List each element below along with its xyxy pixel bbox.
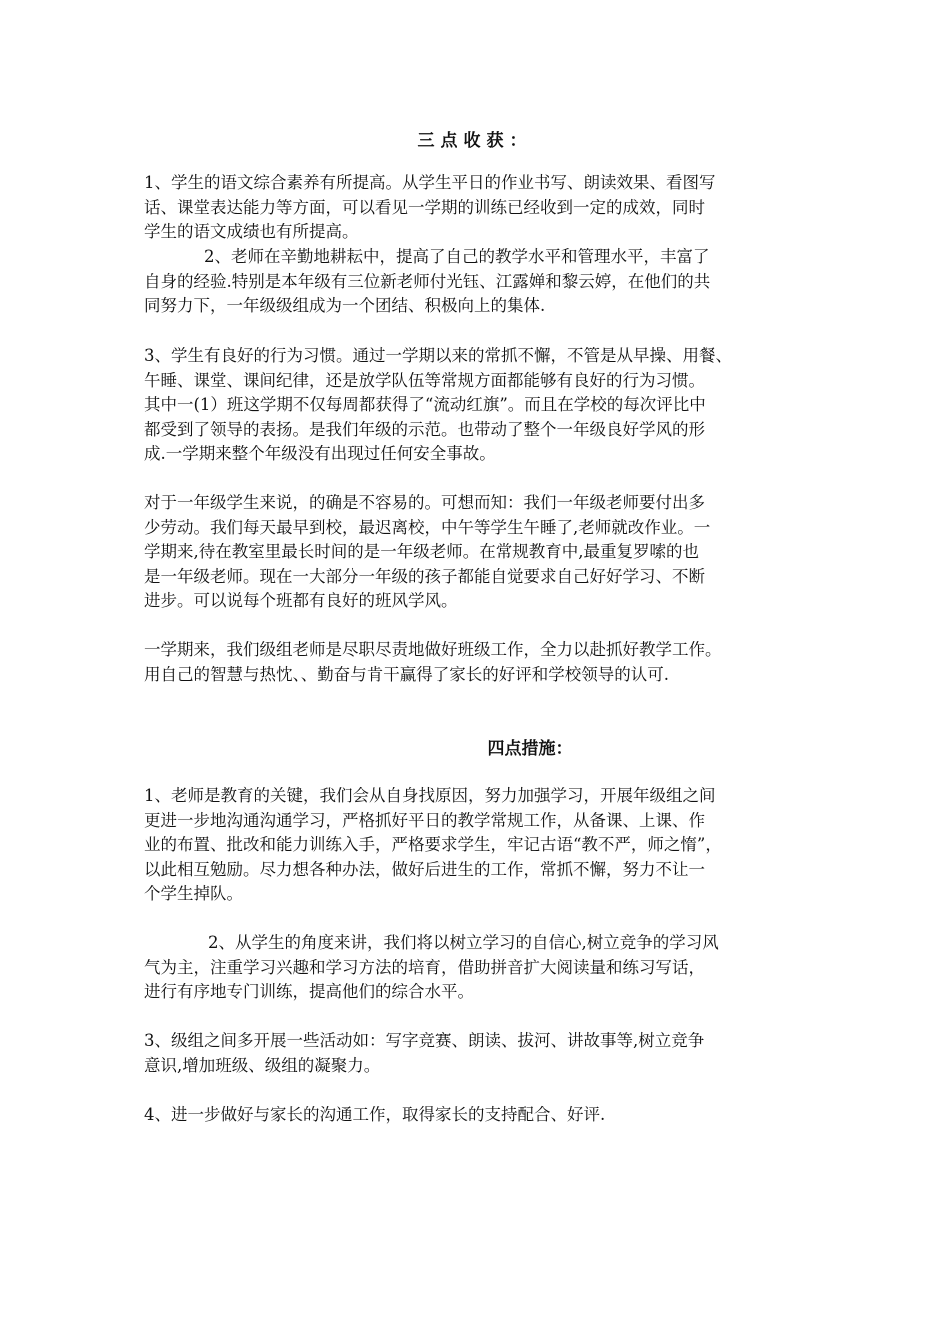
text-line: 进步。可以说每个班都有良好的班风学风。: [144, 591, 458, 610]
gain-item-1: [144, 171, 824, 245]
text-line: 学生的语文成绩也有所提高。: [144, 222, 359, 241]
text-line: 同努力下，一年级级组成为一个团结、积极向上的集体.: [144, 296, 546, 315]
text-line: 午睡、课堂、课间纪律，还是放学队伍等常规方面都能够有良好的行为习惯。: [144, 370, 705, 390]
measure-item-4: [144, 1103, 824, 1128]
text-line: 4、进一步做好与家长的沟通工作，取得家长的支持配合、好评.: [144, 1105, 606, 1124]
text-line: 对于一年级学生来说，的确是不容易的。可想而知：我们一年级老师要付出多: [144, 493, 705, 512]
text-line: 少劳动。我们每天最早到校，最迟离校，中午等学生午睡了,老师就改作业。一: [144, 517, 711, 537]
text-line: 1、老师是教育的关键，我们会从自身找原因，努力加强学习，开展年级组之间: [144, 786, 716, 805]
section-title-gains: 三点收获：: [417, 131, 533, 151]
text-line: 意识,增加班级、级组的凝聚力。: [144, 1055, 381, 1075]
section-title-measures: 四点措施：: [487, 739, 573, 759]
measure-item-2: [144, 931, 824, 1005]
measure-item-1: [144, 784, 824, 907]
text-line: 学期来,待在教室里最长时间的是一年级老师。在常规教育中,最重复罗嗦的也: [144, 542, 699, 561]
text-line: 3、学生有良好的行为习惯。通过一学期以来的常抓不懈，不管是从早操、用餐、: [144, 346, 732, 365]
text-line: 2、老师在辛勤地耕耘中，提高了自己的教学水平和管理水平，丰富了: [204, 247, 710, 266]
text-line: 一学期来，我们级组老师是尽职尽责地做好班级工作，全力以赴抓好教学工作。: [144, 640, 722, 659]
text-line: 业的布置、批改和能力训练入手，严格要求学生，牢记古语“教不严，师之惰”，: [144, 835, 722, 854]
text-line: 话、课堂表达能力等方面，可以看见一学期的训练已经收到一定的成效，同时: [144, 197, 705, 217]
gain-paragraph-effort: [144, 491, 824, 614]
text-line: 2、从学生的角度来讲，我们将以树立学习的自信心,树立竞争的学习风: [208, 933, 719, 952]
measure-item-3: [144, 1029, 824, 1078]
text-line: 更进一步地沟通沟通学习，严格抓好平日的教学常规工作，从备课、上课、作: [144, 810, 705, 830]
text-line: 个学生掉队。: [144, 884, 243, 903]
text-line: 成.一学期来整个年级没有出现过任何安全事故。: [144, 444, 496, 463]
text-line: 都受到了领导的表扬。是我们年级的示范。也带动了整个一年级良好学风的形: [144, 419, 705, 439]
text-line: 气为主，注重学习兴趣和学习方法的培育，借助拼音扩大阅读量和练习写话，: [144, 957, 705, 977]
text-line: 1、学生的语文综合素养有所提高。从学生平日的作业书写、朗读效果、看图写: [144, 173, 716, 192]
text-line: 进行有序地专门训练，提高他们的综合水平。: [144, 982, 474, 1001]
text-line: 是一年级老师。现在一大部分一年级的孩子都能自觉要求自己好好学习、不断: [144, 566, 705, 586]
text-line: 用自己的智慧与热忱、、勤奋与肯干赢得了家长的好评和学校领导的认可.: [144, 664, 669, 684]
text-line: 3、级组之间多开展一些活动如：写字竞赛、朗读、拔河、讲故事等,树立竞争: [144, 1031, 705, 1050]
text-line: 自身的经验.特别是本年级有三位新老师付光钰、江露婵和黎云婷，在他们的共: [144, 271, 711, 291]
gain-item-2: [144, 245, 824, 319]
text-line: 以此相互勉励。尽力想各种办法，做好后进生的工作，常抓不懈，努力不让一: [144, 859, 705, 879]
gain-paragraph-summary: [144, 638, 824, 687]
text-line: 其中一(1）班这学期不仅每周都获得了“流动红旗”。而且在学校的每次评比中: [144, 395, 706, 414]
gain-item-3: [144, 344, 824, 467]
